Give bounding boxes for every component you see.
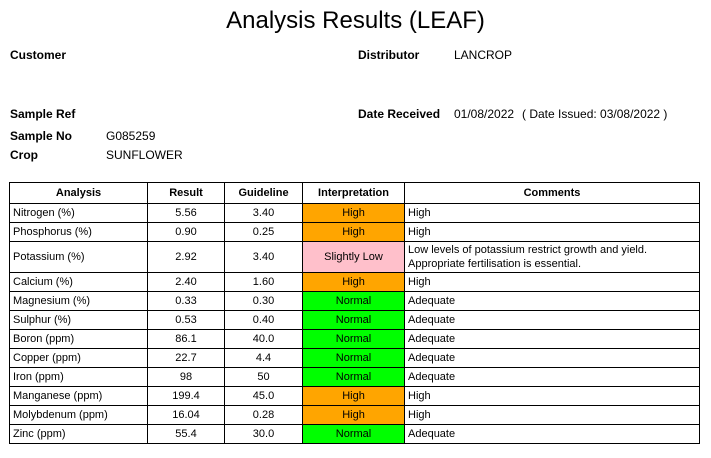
result-cell: 0.90 — [148, 223, 225, 242]
analysis-cell: Phosphorus (%) — [10, 223, 148, 242]
analysis-cell: Calcium (%) — [10, 273, 148, 292]
crop-label: Crop — [10, 148, 38, 162]
comment-cell: High — [405, 273, 700, 292]
guideline-cell: 0.40 — [225, 311, 303, 330]
result-cell: 2.40 — [148, 273, 225, 292]
interpretation-cell: High — [303, 406, 405, 425]
analysis-cell: Manganese (ppm) — [10, 387, 148, 406]
table-row — [10, 223, 700, 242]
result-cell: 5.56 — [148, 204, 225, 223]
analysis-cell: Zinc (ppm) — [10, 425, 148, 444]
guideline-cell: 3.40 — [225, 204, 303, 223]
comment-cell: High — [405, 387, 700, 406]
distributor-label: Distributor — [358, 48, 420, 62]
date-received-label: Date Received — [358, 107, 441, 121]
interpretation-cell: Slightly Low — [303, 242, 405, 273]
analysis-cell: Magnesium (%) — [10, 292, 148, 311]
result-cell: 55.4 — [148, 425, 225, 444]
comment-cell: Adequate — [405, 292, 700, 311]
guideline-cell: 0.30 — [225, 292, 303, 311]
date-issued-text: ( Date Issued: 03/08/2022 ) — [522, 107, 668, 121]
interpretation-cell: High — [303, 204, 405, 223]
guideline-cell: 0.28 — [225, 406, 303, 425]
guideline-cell: 1.60 — [225, 273, 303, 292]
guideline-cell: 4.4 — [225, 349, 303, 368]
interpretation-cell: Normal — [303, 330, 405, 349]
table-row — [10, 368, 700, 387]
interpretation-cell: Normal — [303, 349, 405, 368]
analysis-cell: Copper (ppm) — [10, 349, 148, 368]
table-row — [10, 292, 700, 311]
comment-cell: Adequate — [405, 330, 700, 349]
table-row — [10, 387, 700, 406]
interpretation-cell: High — [303, 273, 405, 292]
sample-no-value: G085259 — [106, 129, 156, 143]
interpretation-cell: High — [303, 223, 405, 242]
analysis-cell: Iron (ppm) — [10, 368, 148, 387]
guideline-cell: 30.0 — [225, 425, 303, 444]
crop-value: SUNFLOWER — [106, 148, 183, 162]
guideline-cell: 3.40 — [225, 242, 303, 273]
column-header-result: Result — [148, 183, 225, 204]
table-row — [10, 273, 700, 292]
result-cell: 98 — [148, 368, 225, 387]
table-row — [10, 406, 700, 425]
analysis-cell: Potassium (%) — [10, 242, 148, 273]
interpretation-cell: Normal — [303, 368, 405, 387]
column-header-comments: Comments — [405, 183, 700, 204]
guideline-cell: 0.25 — [225, 223, 303, 242]
result-cell: 0.53 — [148, 311, 225, 330]
result-cell: 86.1 — [148, 330, 225, 349]
table-row — [10, 204, 700, 223]
interpretation-cell: High — [303, 387, 405, 406]
interpretation-cell: Normal — [303, 292, 405, 311]
analysis-cell: Molybdenum (ppm) — [10, 406, 148, 425]
analysis-cell: Sulphur (%) — [10, 311, 148, 330]
comment-cell: High — [405, 406, 700, 425]
guideline-cell: 50 — [225, 368, 303, 387]
result-cell: 199.4 — [148, 387, 225, 406]
table-row — [10, 349, 700, 368]
sample-no-label: Sample No — [10, 129, 73, 143]
comment-cell: Low levels of potassium restrict growth and yield. Appropriate fertilisation is essential. — [405, 242, 700, 273]
result-cell: 2.92 — [148, 242, 225, 273]
interpretation-cell: Normal — [303, 311, 405, 330]
comment-cell: High — [405, 223, 700, 242]
column-header-analysis: Analysis — [10, 183, 148, 204]
column-header-guideline: Guideline — [225, 183, 303, 204]
customer-label: Customer — [10, 48, 67, 62]
date-received-value: 01/08/2022 — [454, 107, 515, 121]
comment-cell: High — [405, 204, 700, 223]
comment-cell: Adequate — [405, 368, 700, 387]
result-cell: 22.7 — [148, 349, 225, 368]
guideline-cell: 45.0 — [225, 387, 303, 406]
table-header-row — [10, 183, 700, 204]
column-header-interpretation: Interpretation — [303, 183, 405, 204]
table-row — [10, 425, 700, 444]
table-row — [10, 311, 700, 330]
interpretation-cell: Normal — [303, 425, 405, 444]
sample-ref-label: Sample Ref — [10, 107, 76, 121]
comment-cell: Adequate — [405, 311, 700, 330]
analysis-table — [9, 182, 700, 444]
result-cell: 0.33 — [148, 292, 225, 311]
analysis-cell: Nitrogen (%) — [10, 204, 148, 223]
table-row — [10, 330, 700, 349]
comment-cell: Adequate — [405, 349, 700, 368]
table-row — [10, 242, 700, 273]
guideline-cell: 40.0 — [225, 330, 303, 349]
comment-cell: Adequate — [405, 425, 700, 444]
page-title: Analysis Results (LEAF) — [226, 7, 485, 34]
analysis-cell: Boron (ppm) — [10, 330, 148, 349]
distributor-value: LANCROP — [454, 48, 513, 62]
result-cell: 16.04 — [148, 406, 225, 425]
